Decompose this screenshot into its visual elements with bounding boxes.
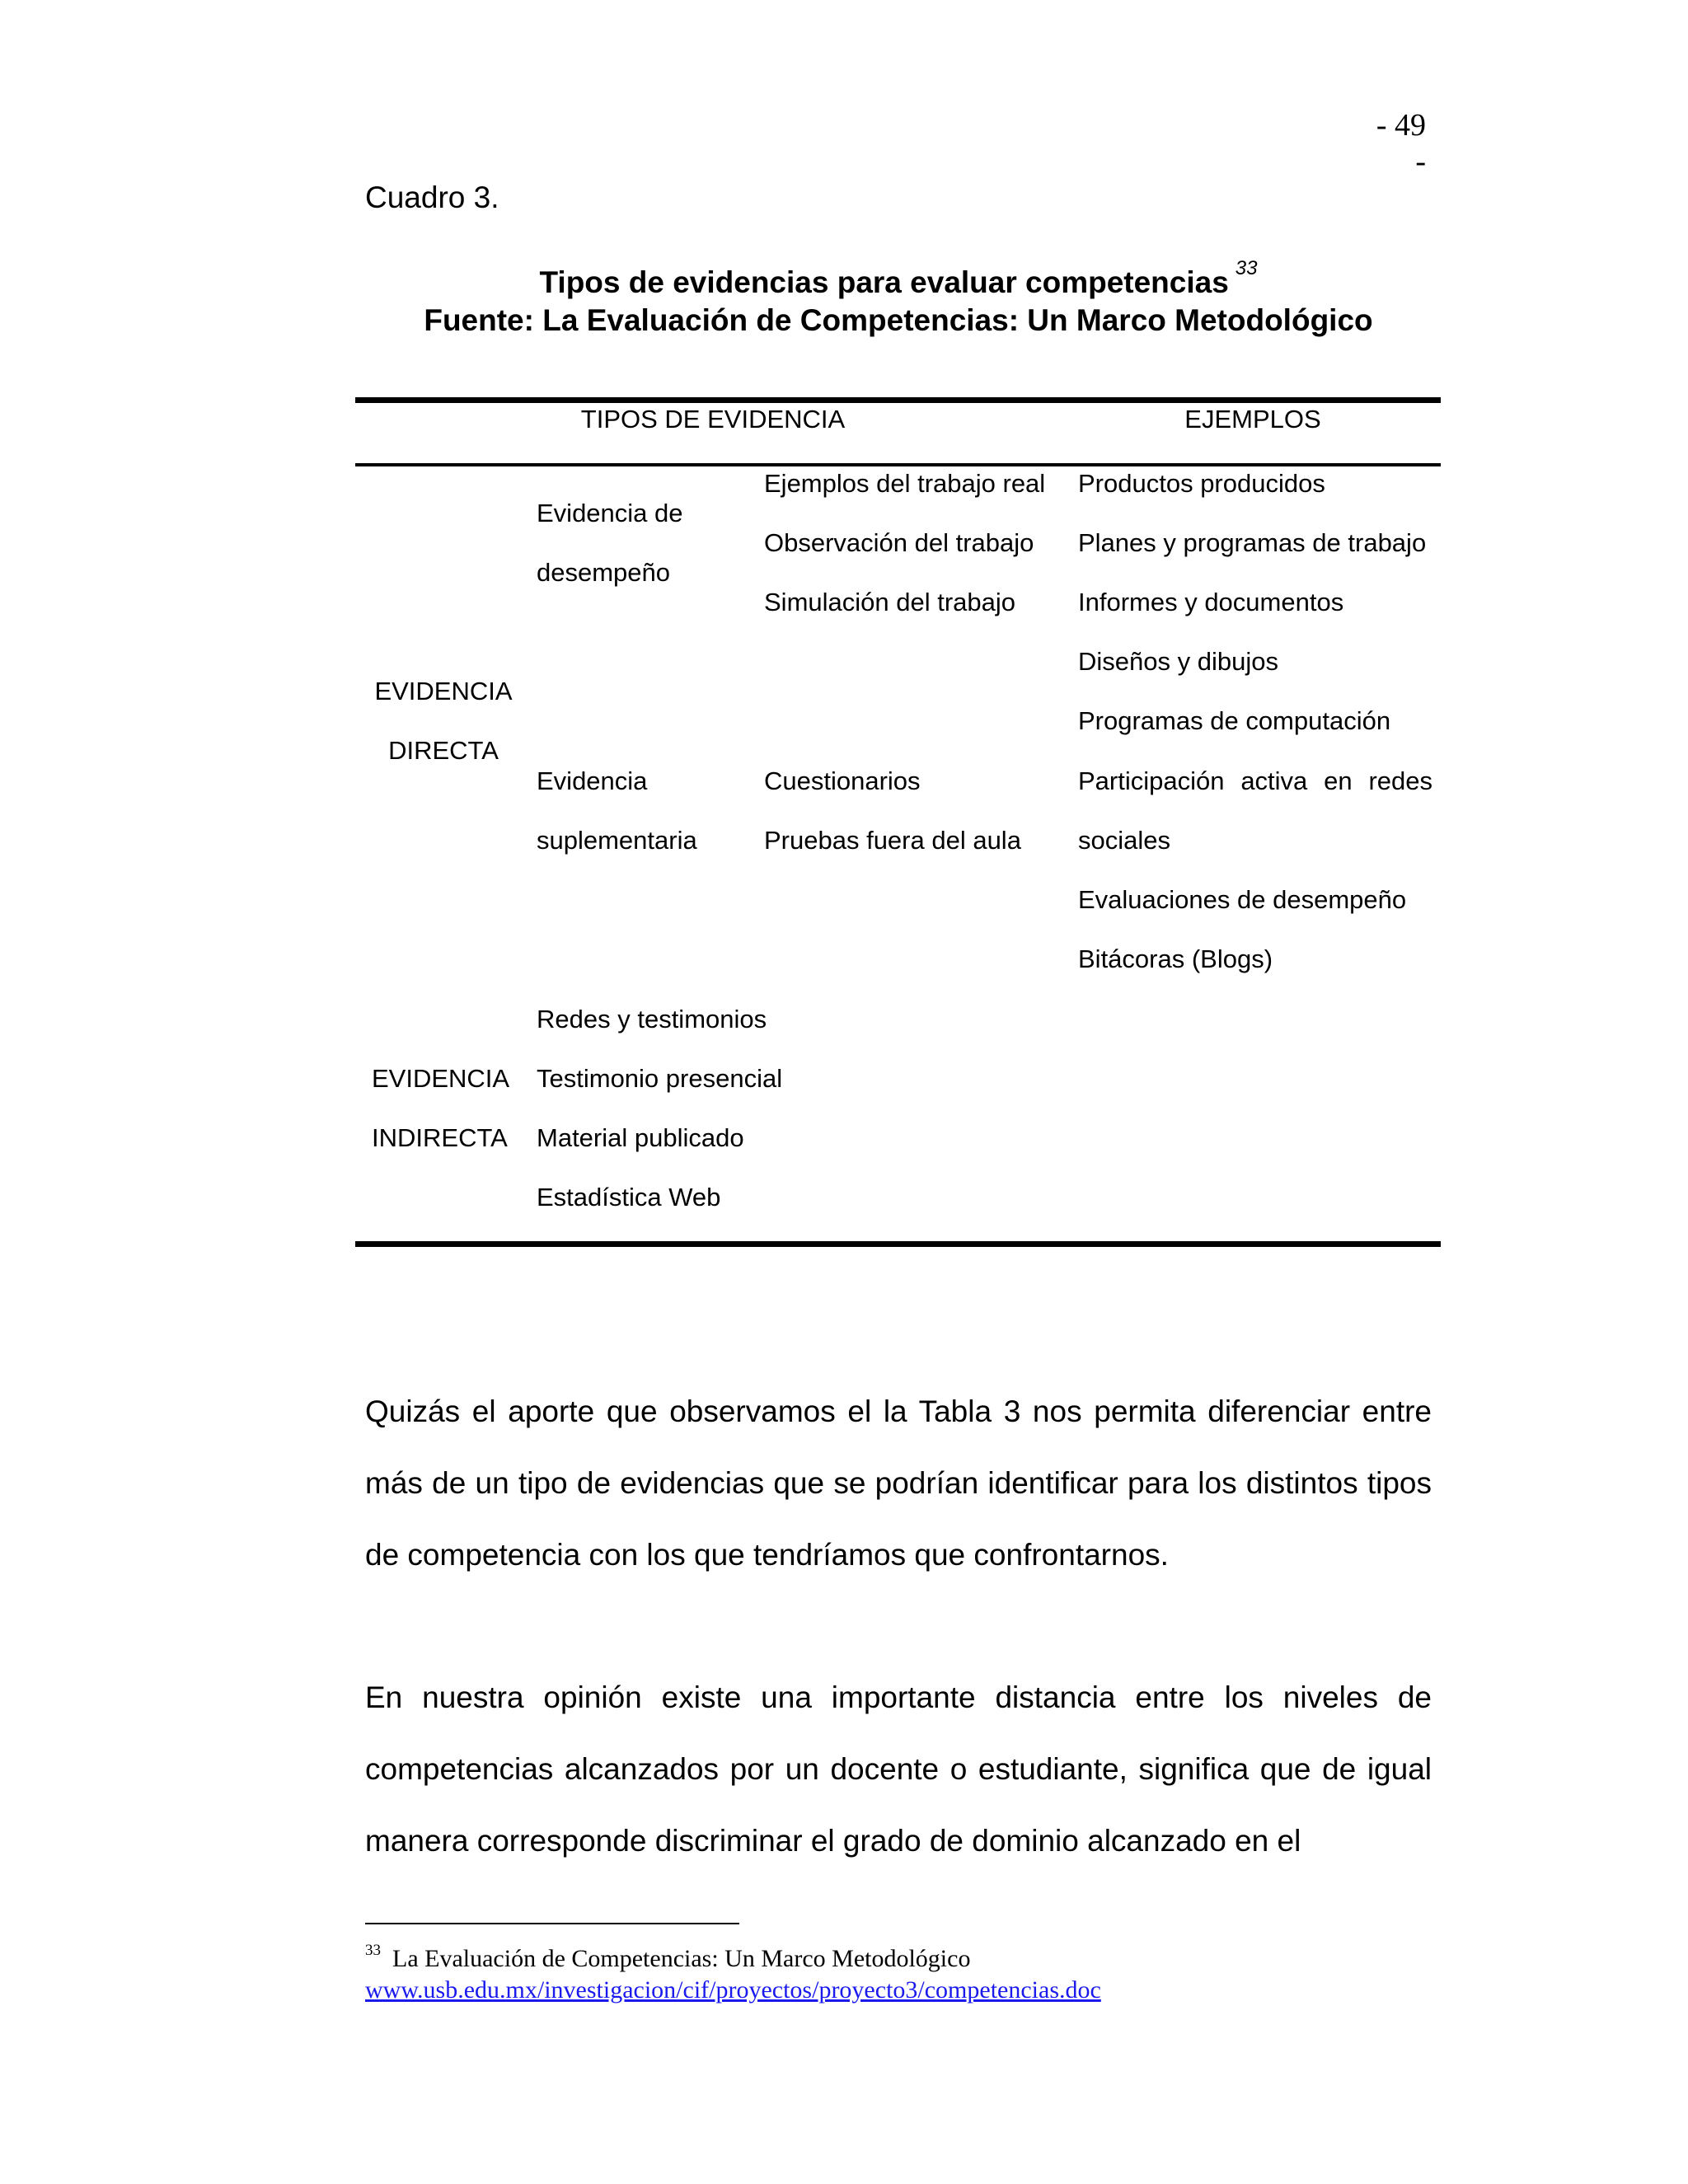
footnote-link[interactable]: www.usb.edu.mx/investigacion/cif/proyectos/proyecto3/competencias.doc (365, 1976, 1101, 2004)
supplementary-label-line-1: Evidencia (537, 766, 648, 795)
example-item: Bitácoras (Blogs) (1078, 944, 1273, 973)
direct-label-line-2: DIRECTA (388, 736, 499, 765)
example-item: sociales (1078, 826, 1170, 855)
footnote (365, 1935, 1101, 2006)
title-line-2: Fuente: La Evaluación de Competencias: Un Marco Metodológico (424, 303, 1373, 337)
supplementary-item: Cuestionarios (764, 766, 921, 795)
performance-item: Observación del trabajo (764, 528, 1034, 557)
direct-label-line-1: EVIDENCIA (374, 677, 513, 705)
title-line-1: Tipos de evidencias para evaluar competencias (539, 265, 1229, 299)
table-header-rule (355, 463, 1441, 466)
example-item: Productos producidos (1078, 469, 1325, 498)
header-types: TIPOS DE EVIDENCIA (580, 405, 846, 434)
performance-label-line-2: desempeño (537, 558, 671, 587)
body-paragraph: Quizás el aporte que observamos el la Tabla 3 nos permita diferenciar entre más de un tipo de evidencias que se podrían identificar para los distintos tipos de competencia con los que tendríamos que confrontarnos. (365, 1394, 1432, 1572)
example-item: Diseños y dibujos (1078, 647, 1278, 676)
table-top-rule (355, 397, 1441, 403)
page-number: - 49 - (1376, 108, 1426, 179)
indirect-item: Testimonio presencial (537, 1064, 783, 1093)
performance-item: Ejemplos del trabajo real (764, 469, 1046, 498)
supplementary-label-line-2: suplementaria (537, 826, 697, 855)
performance-label-line-1: Evidencia de (537, 499, 683, 527)
indirect-item: Material publicado (537, 1123, 744, 1152)
example-item: Programas de computación (1078, 706, 1391, 735)
supplementary-item: Pruebas fuera del aula (764, 826, 1021, 855)
table-bottom-rule (355, 1241, 1441, 1247)
example-item: Participación activa en redes (1078, 766, 1432, 795)
title-footnote-ref[interactable]: 33 (1235, 257, 1258, 279)
indirect-label-line-1: EVIDENCIA (372, 1064, 510, 1093)
performance-item: Simulación del trabajo (764, 588, 1016, 616)
header-examples: EJEMPLOS (1184, 405, 1321, 434)
indirect-item: Estadística Web (537, 1183, 721, 1212)
example-item: Planes y programas de trabajo (1078, 528, 1427, 557)
footnote-text: La Evaluación de Competencias: Un Marco Metodológico (392, 1945, 971, 1972)
caption-label: Cuadro 3. (365, 180, 499, 214)
indirect-label-line-2: INDIRECTA (372, 1123, 508, 1152)
example-item: Evaluaciones de desempeño (1078, 885, 1407, 914)
indirect-item: Redes y testimonios (537, 1005, 767, 1033)
footnote-number: 33 (365, 1942, 381, 1959)
example-item: Informes y documentos (1078, 588, 1344, 616)
table-title (363, 250, 1434, 340)
footnote-separator (365, 1923, 739, 1924)
body-paragraph: En nuestra opinión existe una importante distancia entre los niveles de competencias alcanzados por un docente o estudiante, significa que de igual manera corresponde discriminar el grado de dominio alcanzado en el (365, 1680, 1432, 1858)
